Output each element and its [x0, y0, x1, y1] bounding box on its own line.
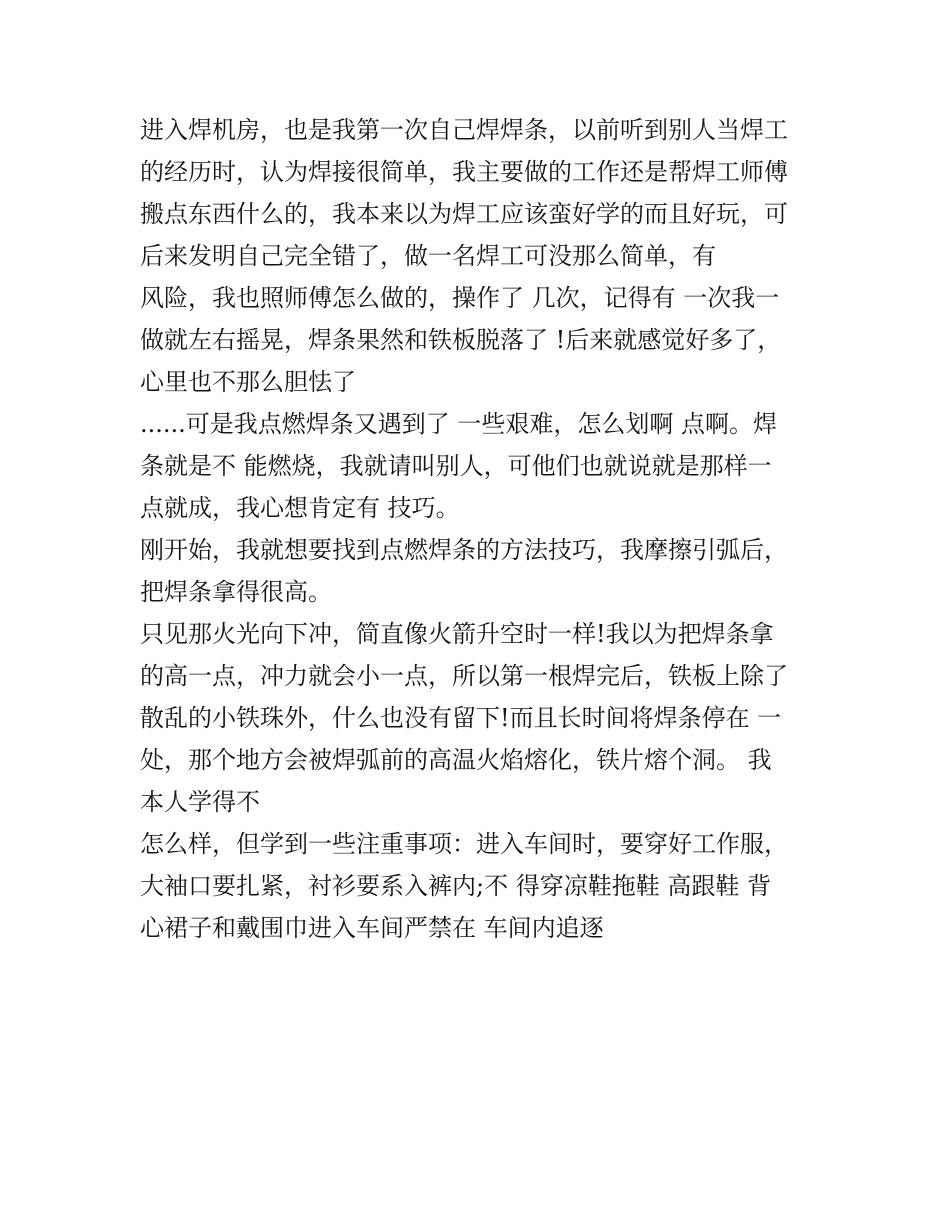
- text-line-1: 进入焊机房，也是我第一次自己焊焊条，以前听到别人当焊工: [140, 116, 788, 144]
- text-line-2: 的经历时，认为焊接很简单，我主要做的工作还是帮焊工师傅: [140, 158, 788, 186]
- document-body: [140, 109, 820, 949]
- text-line-8: ......可是我点燃焊条又遇到了 一些艰难，怎么划啊 点啊。焊: [140, 410, 778, 438]
- text-line-7: 心里也不那么胆怯了: [140, 368, 356, 396]
- text-line-12: 把焊条拿得很高。: [140, 578, 332, 606]
- text-line-4: 后来发明自己完全错了，做一名焊工可没那么简单，有: [140, 242, 716, 270]
- text-line-14: 的高一点，冲力就会小一点，所以第一根焊完后，铁板上除了: [140, 662, 788, 690]
- text-line-9: 条就是不 能燃烧，我就请叫别人，可他们也就说就是那样一: [140, 452, 772, 480]
- text-line-20: 心裙子和戴围巾进入车间严禁在 车间内追逐: [140, 914, 604, 942]
- text-line-13: 只见那火光向下冲，简直像火箭升空时一样!我以为把焊条拿: [140, 620, 774, 648]
- text-line-6: 做就左右摇晃，焊条果然和铁板脱落了 !后来就感觉好多了，: [140, 326, 782, 354]
- text-line-5: 风险，我也照师傅怎么做的，操作了 几次，记得有 一次我一: [140, 284, 780, 312]
- text-line-10: 点就成，我心想肯定有 技巧。: [140, 494, 460, 522]
- text-line-15: 散乱的小铁珠外，什么也没有留下!而且长时间将焊条停在 一: [140, 704, 782, 732]
- text-line-3: 搬点东西什么的，我本来以为焊工应该蛮好学的而且好玩，可: [140, 200, 788, 228]
- text-line-11: 刚开始，我就想要找到点燃焊条的方法技巧，我摩擦引弧后，: [140, 536, 788, 564]
- text-line-19: 大袖口要扎紧，衬衫要系入裤内;不 得穿凉鞋拖鞋 高跟鞋 背: [140, 872, 771, 900]
- text-line-18: 怎么样，但学到一些注重事项：进入车间时，要穿好工作服，: [140, 830, 788, 858]
- text-line-16: 处，那个地方会被焊弧前的高温火焰熔化，铁片熔个洞。 我: [140, 746, 772, 774]
- text-line-17: 本人学得不: [140, 788, 260, 816]
